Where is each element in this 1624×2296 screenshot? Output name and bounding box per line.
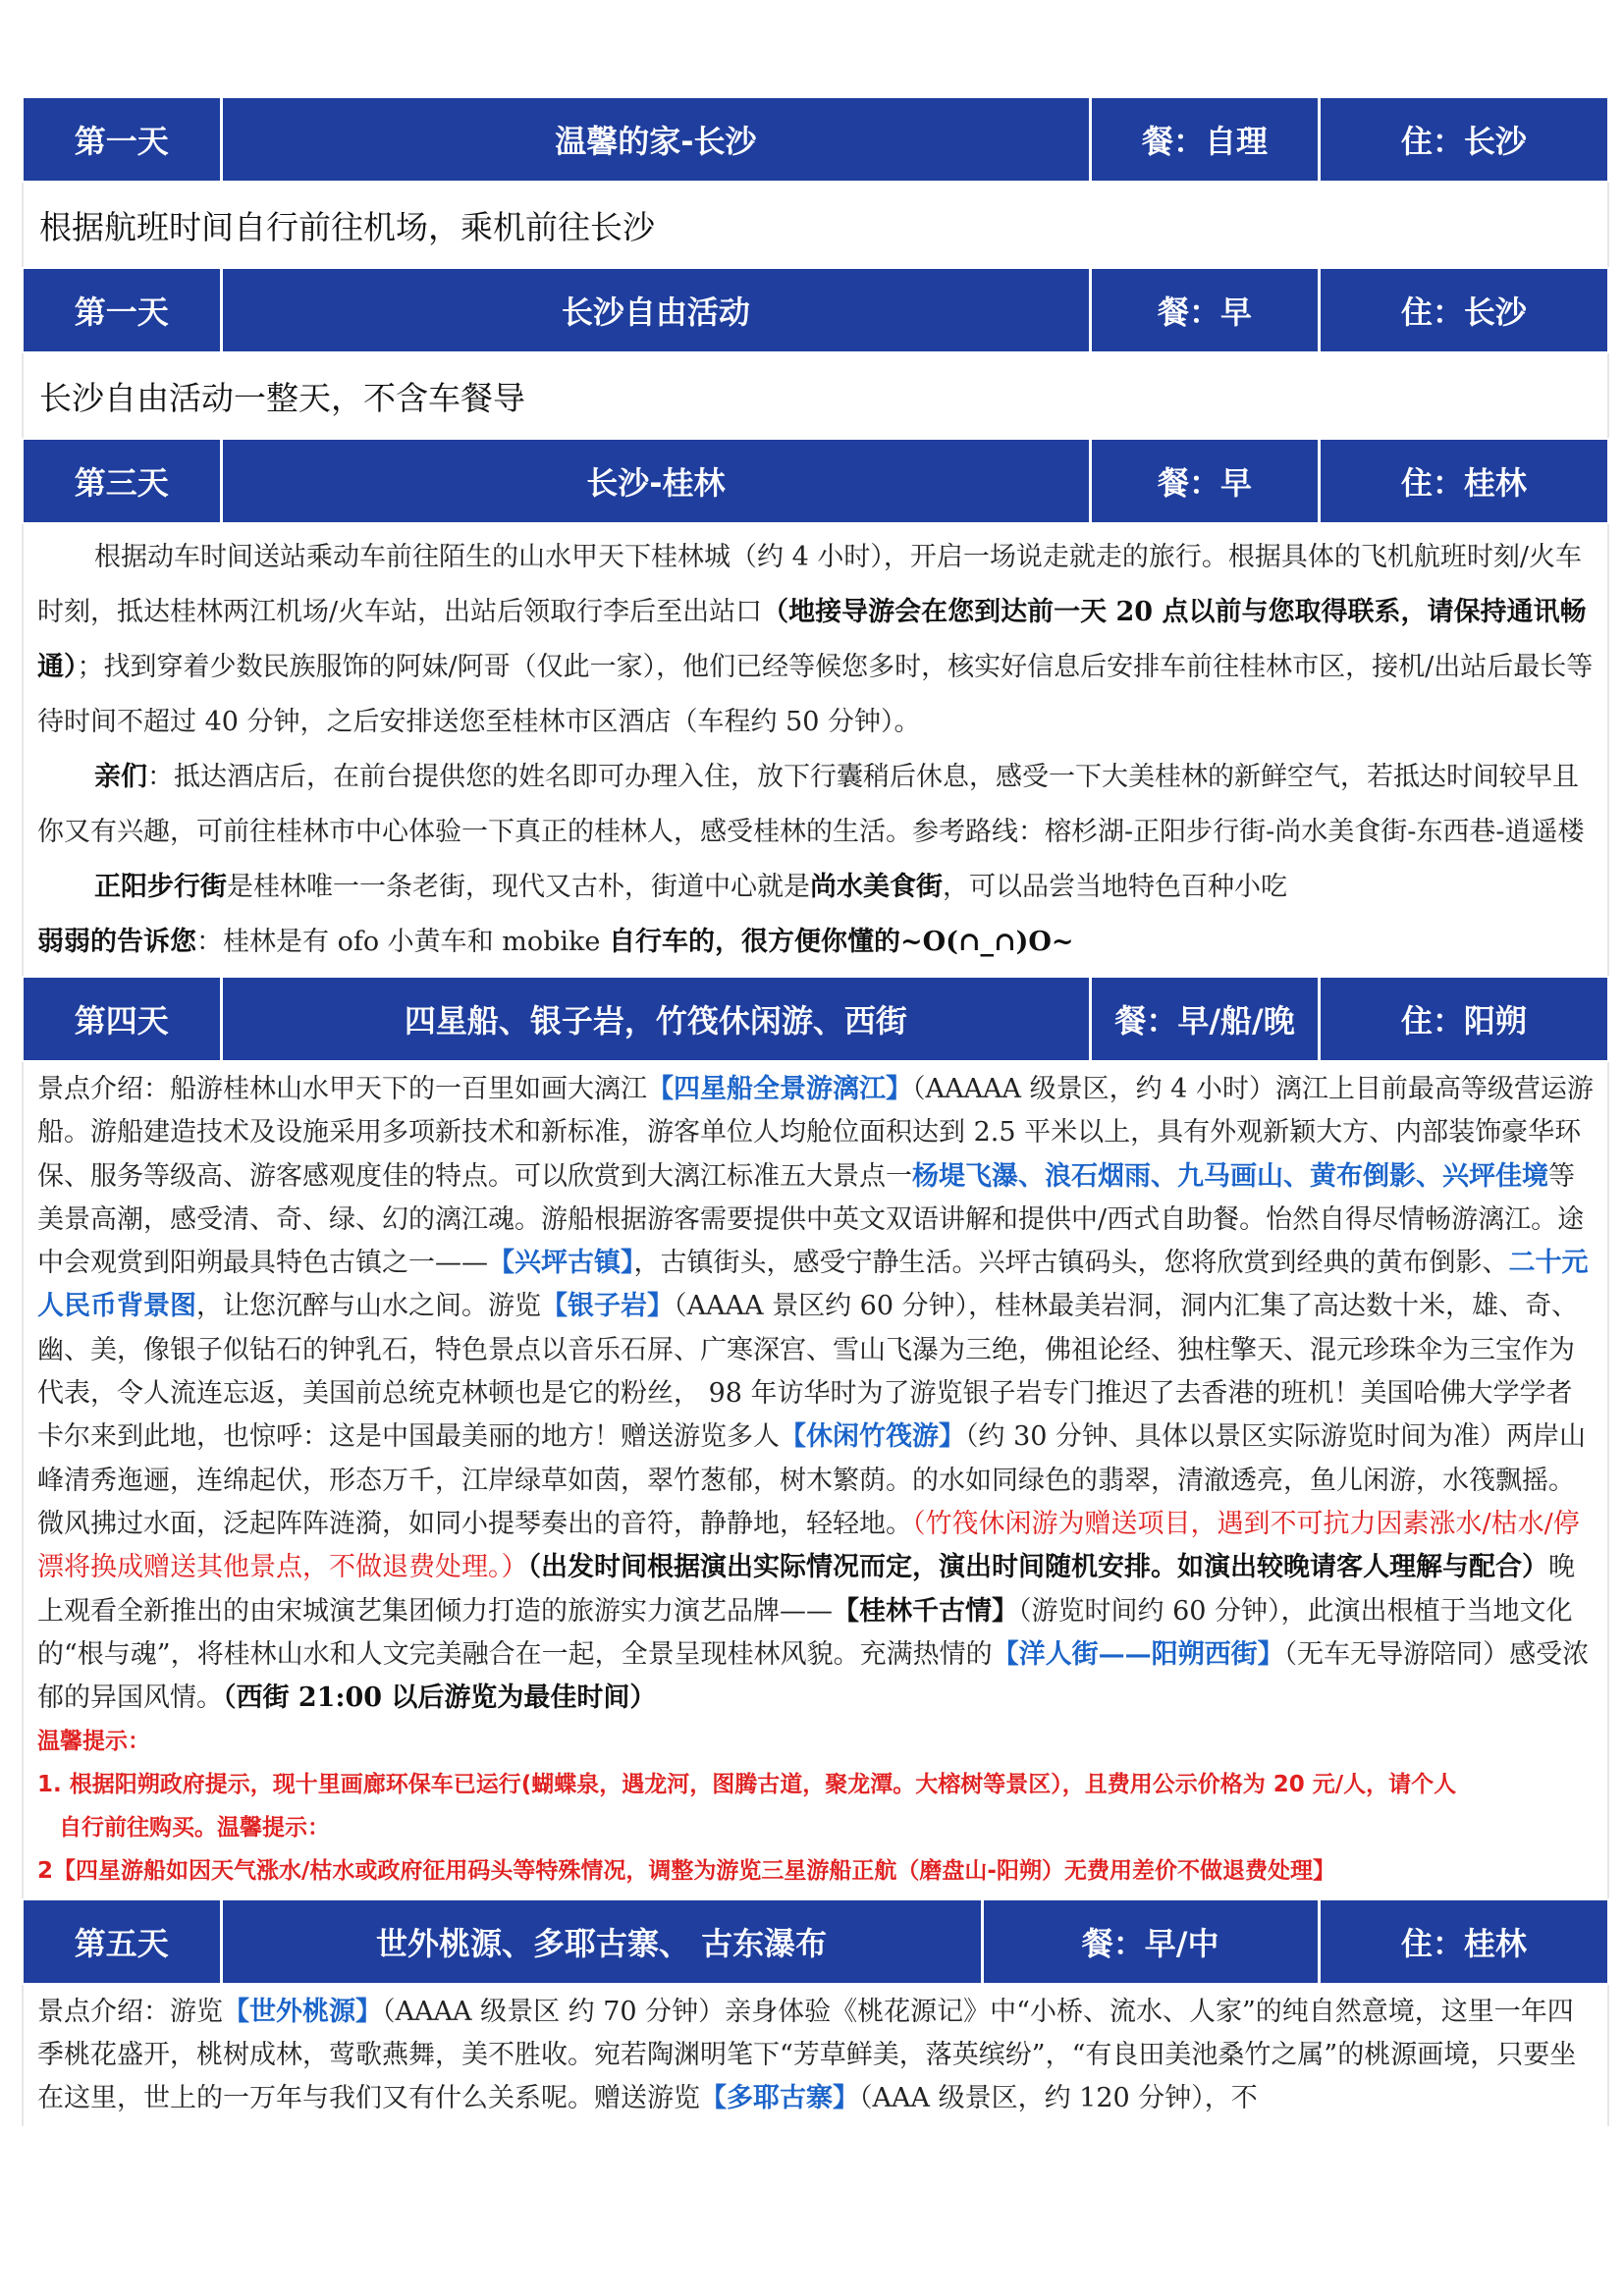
day-title: 四星船、银子岩，竹筏休闲游、西街 <box>223 978 1093 1060</box>
paragraph <box>37 750 1594 860</box>
tip-item-continued: 自行前往购买。温馨提示： <box>59 1815 330 1842</box>
paragraph <box>37 860 1594 915</box>
bold-text: 亲们 <box>94 762 147 792</box>
day-body <box>22 1062 1609 1898</box>
attraction-name: 【世外桃源】 <box>223 1997 382 2028</box>
day-title: 长沙-桂林 <box>223 440 1093 522</box>
bold-text: 自行车的，很方便你懂的~O(∩_∩)O~ <box>608 927 1074 957</box>
attraction-name: 【休闲竹筏游】 <box>780 1421 965 1453</box>
stay-info: 住：长沙 <box>1400 123 1527 160</box>
warning-text: （竹筏休闲游为赠送项目，遇到不可抗力因素涨水/枯水/停漂将换成赠送其他景点，不做退费处理。） <box>37 1508 1580 1583</box>
text: （游览时间约 60 分钟），此演出根植于当地文化的“根与魂”，将桂林山水和人文完美融合在一起，全景呈现桂林风貌。充满热情的 <box>37 1595 1573 1670</box>
day-label: 第四天 <box>24 978 223 1060</box>
text: 景点介绍：游览 <box>37 1997 223 2028</box>
bold-text: （地接导游会在您到达前一天 20 点以前与您取得联系，请保持通讯畅通） <box>37 597 1587 682</box>
attraction-name: 杨堤飞瀑、浪石烟雨、九马画山、黄布倒影、兴坪佳境 <box>912 1160 1548 1192</box>
paragraph <box>37 1068 1594 1720</box>
attraction-name: 【四星船全景游漓江】 <box>647 1074 912 1104</box>
day-title: 温馨的家-长沙 <box>223 98 1093 181</box>
day-header <box>22 96 1609 183</box>
stay-info: 住：长沙 <box>1400 294 1527 331</box>
attraction-name: 二十元人民币背景图 <box>37 1248 1589 1322</box>
day-header <box>22 267 1609 353</box>
meal-info: 餐：早/船/晚 <box>1092 978 1320 1060</box>
day-body <box>22 524 1609 976</box>
text: ，让您沉醉与山水之间。游览 <box>196 1291 541 1322</box>
paragraph <box>37 915 1594 970</box>
bold-text: （出发时间根据演出实际情况而定，演出时间随机安排。如演出较晚请客人理解与配合） <box>527 1552 1548 1583</box>
day-header <box>22 1898 1609 1985</box>
text: 晚上观看全新推出的由宋城演艺集团倾力打造的旅游实力演艺品牌—— <box>37 1552 1575 1627</box>
tips-title: 温馨提示： <box>37 1729 150 1755</box>
day-title: 长沙自由活动 <box>223 269 1093 351</box>
tip-item: 1. 根据阳朔政府提示，现十里画廊环保车已运行(蝴蝶泉，遇龙河，图腾古道，聚龙潭。大榕树等景区），且费用公示价格为 20 元/人，请个人 <box>37 1772 1457 1798</box>
day-label: 第一天 <box>24 269 223 351</box>
text: ：桂林是有 ofo 小黄车和 mobike <box>196 927 609 957</box>
day-title: 世外桃源、多耶古寨、 古东瀑布 <box>223 1900 984 1983</box>
meal-info: 餐：早 <box>1092 269 1320 351</box>
bold-text: 尚水美食街 <box>810 872 943 902</box>
attraction-name: 【洋人街——阳朔西街】 <box>992 1638 1284 1670</box>
itinerary <box>22 96 1609 2126</box>
text: 等美景高潮，感受清、奇、绿、幻的漓江魂。游船根据游客需要提供中英文双语讲解和提供中/西式自助餐。怡然自得尽情畅游漓江。途中会观赏到阳朔最具特色古镇之一—— <box>37 1160 1585 1279</box>
text: （AAAA 景区约 60 分钟），桂林最美岩洞，洞内汇集了高达数十米，雄、奇、幽、美，像银子似钻石的钟乳石，特色景点以音乐石屏、广寒深宫、雪山飞瀑为三绝，佛祖论经、独柱擎天、混元珍珠伞为三宝作为代表，令人流连忘返，美国前总统克林顿也是它的粉丝， 98 年访华时为了游览银子岩专门推迟了去香港的班机！美国哈佛大学学者卡尔来到此地，也惊呼：这是中国最美丽的地方！赠送游览多人 <box>37 1291 1579 1453</box>
meal-info: 餐：自理 <box>1092 98 1320 181</box>
attraction-name: 【兴坪古镇】 <box>488 1248 634 1279</box>
show-name: 【桂林千古情】 <box>833 1595 1018 1627</box>
day-label: 第一天 <box>24 98 223 181</box>
text: （AAA 级景区，约 120 分钟），不 <box>859 2083 1258 2114</box>
day-description: 根据航班时间自行前往机场，乘机前往长沙 <box>22 183 1609 267</box>
day-body <box>22 1985 1609 2126</box>
bold-text: 弱弱的告诉您 <box>37 927 196 957</box>
paragraph <box>37 1991 1594 2120</box>
day-header <box>22 976 1609 1062</box>
attraction-name: 【银子岩】 <box>541 1291 674 1322</box>
day-header <box>22 438 1609 524</box>
text: ，可以品尝当地特色百种小吃 <box>943 872 1287 902</box>
text: ，古镇街头，感受宁静生活。兴坪古镇码头，您将欣赏到经典的黄布倒影、 <box>633 1248 1509 1279</box>
text: ；找到穿着少数民族服饰的阿妹/阿哥（仅此一家），他们已经等候您多时，核实好信息后安排车前往桂林市区，接机/出站后最长等待时间不超过 40 分钟，之后安排送您至桂林市区酒店（车程约 50 分钟）。 <box>37 652 1594 737</box>
text: ：抵达酒店后，在前台提供您的姓名即可办理入住，放下行囊稍后休息，感受一下大美桂林的新鲜空气，若抵达时间较早且你又有兴趣，可前往桂林市中心体验一下真正的桂林人，感受桂林的生活。参考路线：榕杉湖-正阳步行街-尚水美食街-东西巷-逍遥楼 <box>37 762 1585 847</box>
day-description: 长沙自由活动一整天，不含车餐导 <box>22 353 1609 438</box>
paragraph <box>37 530 1594 750</box>
text: 是桂林唯一一条老街，现代又古朴，街道中心就是 <box>227 872 810 902</box>
text: 景点介绍：船游桂林山水甲天下的一百里如画大漓江 <box>37 1074 647 1104</box>
day-label: 第五天 <box>24 1900 223 1983</box>
meal-info: 餐：早 <box>1092 440 1320 522</box>
text: （无车无导游陪同）感受浓郁的异国风情。 <box>37 1638 1590 1714</box>
text: （AAAA 级景区 约 70 分钟）亲身体验《桃花源记》中“小桥、流水、人家”的纯自然意境，这里一年四季桃花盛开，桃树成林，莺歌燕舞，美不胜收。宛若陶渊明笔下“芳草鲜美，落英缤纷”，“有良田美池桑竹之属”的桃源画境，只要坐在这里，世上的一万年与我们又有什么关系呢。赠送游览 <box>37 1997 1577 2114</box>
warm-tips <box>37 1720 1594 1893</box>
stay-info: 住：桂林 <box>1400 1925 1527 1963</box>
text: （约 30 分钟、具体以景区实际游览时间为准）两岸山峰清秀迤逦，连绵起伏，形态万千，江岸绿草如茵，翠竹葱郁，树木繁荫。的水如同绿色的翡翠，清澈透亮，鱼儿闲游，水筏飘摇。微风拂过水面，泛起阵阵涟漪，如同小提琴奏出的音符，静静地，轻轻地。 <box>37 1421 1587 1539</box>
text: （AAAAA 级景区，约 4 小时）漓江上目前最高等级营运游船。游船建造技术及设施采用多项新技术和新标准，游客单位人均舱位面积达到 2.5 平米以上，具有外观新颖大方、内部装饰豪华环保、服务等级高、游客感观度佳的特点。可以欣赏到大漓江标准五大景点一 <box>37 1074 1594 1192</box>
stay-info: 住：桂林 <box>1400 464 1527 502</box>
text: 根据动车时间送站乘动车前往陌生的山水甲天下桂林城（约 4 小时），开启一场说走就走的旅行。根据具体的飞机航班时刻/火车时刻，抵达桂林两江机场/火车站，出站后领取行李后至出站口 <box>37 542 1582 627</box>
day-label: 第三天 <box>24 440 223 522</box>
meal-info: 餐：早/中 <box>984 1900 1321 1983</box>
stay-info: 住：阳朔 <box>1400 1002 1527 1040</box>
attraction-name: 【多耶古寨】 <box>700 2083 859 2114</box>
bold-text: （西街 21:00 以后游览为最佳时间） <box>223 1682 657 1714</box>
bold-text: 正阳步行街 <box>94 872 227 902</box>
tip-item: 2【四星游船如因天气涨水/枯水或政府征用码头等特殊情况，调整为游览三星游船正航（磨盘山-阳朔）无费用差价不做退费处理】 <box>37 1858 1335 1885</box>
